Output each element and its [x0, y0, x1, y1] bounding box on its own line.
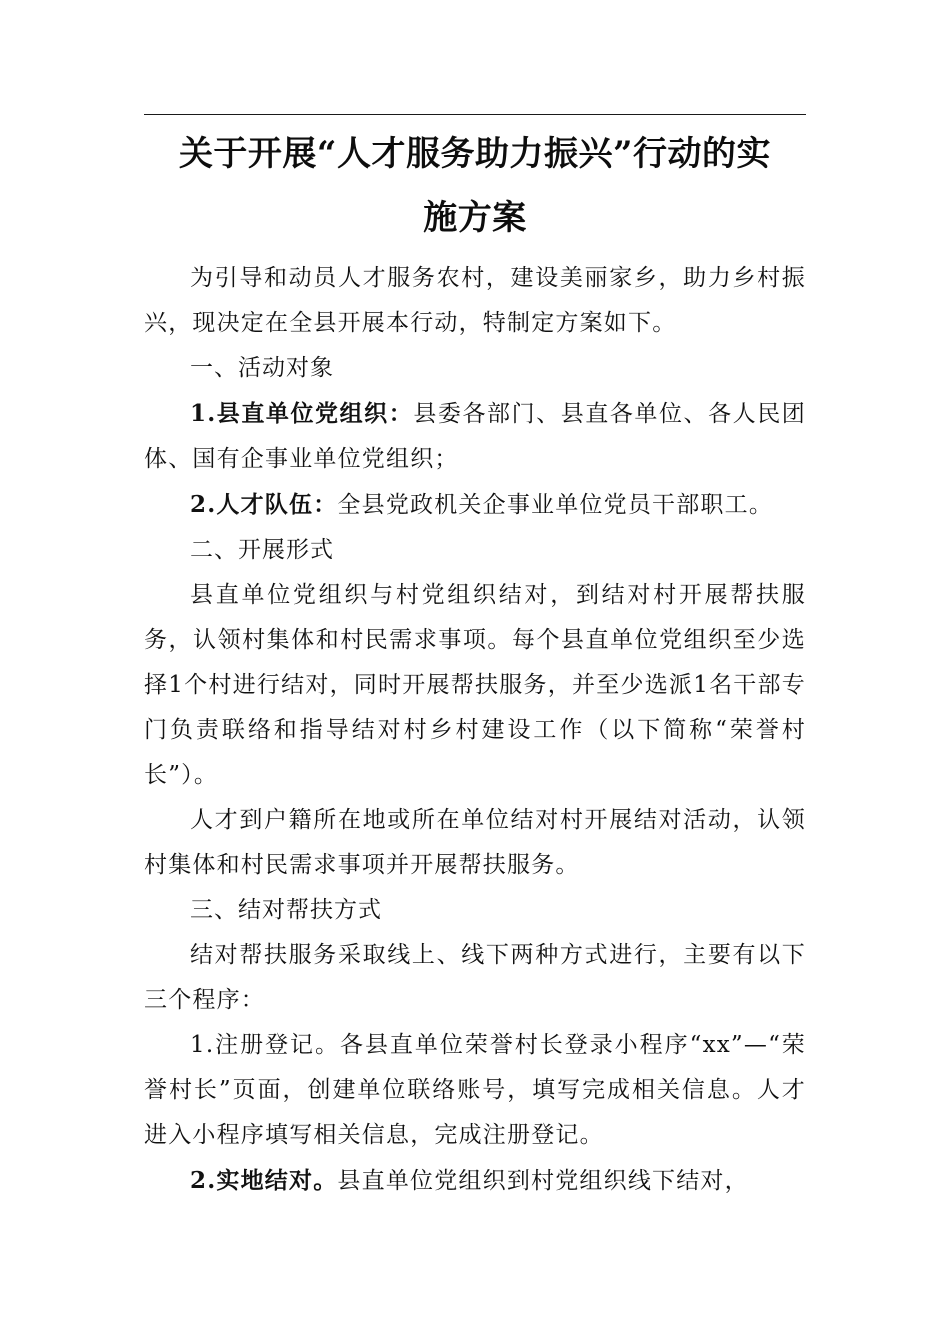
- header-rule: [144, 114, 806, 115]
- item-1-label: 1.县直单位党组织：: [190, 400, 414, 427]
- item-2-paragraph: [144, 482, 806, 528]
- step-1-paragraph: 1.注册登记。各县直单位荣誉村长登录小程序“xx”—“荣誉村长”页面，创建单位联络账号，填写完成相关信息。人才进入小程序填写相关信息，完成注册登记。: [144, 1032, 806, 1148]
- item-1-paragraph: [144, 391, 806, 482]
- section-1-heading: 一、活动对象: [190, 355, 334, 381]
- step-2-label: 2.实地结对。: [190, 1167, 338, 1194]
- section-2-paragraph-2: 人才到户籍所在地或所在单位结对村开展结对活动，认领村集体和村民需求事项并开展帮扶服务。: [144, 807, 806, 878]
- document-title: [144, 122, 806, 250]
- document-body: [144, 256, 806, 1204]
- intro-paragraph: 为引导和动员人才服务农村，建设美丽家乡，助力乡村振兴，现决定在全县开展本行动，特制定方案如下。: [144, 265, 806, 336]
- section-2-paragraph-1: 县直单位党组织与村党组织结对，到结对村开展帮扶服务，认领村集体和村民需求事项。每个县直单位党组织至少选择1个村进行结对，同时开展帮扶服务，并至少选派1名干部专门负责联络和指导结对村乡村建设工作（以下简称“荣誉村长”）。: [144, 582, 806, 788]
- section-3-intro: 结对帮扶服务采取线上、线下两种方式进行，主要有以下三个程序：: [144, 942, 806, 1013]
- item-1-text: 县委各部门、县直各单位、各人民团体、国有企事业单位党组织；: [144, 401, 807, 472]
- step-2-paragraph: [144, 1158, 806, 1204]
- step-2-text: 县直单位党组织到村党组织线下结对，: [337, 1168, 749, 1194]
- title-line-2: 施方案: [423, 198, 527, 238]
- item-2-label: 2.人才队伍：: [190, 491, 338, 518]
- section-2-heading: 二、开展形式: [190, 537, 334, 563]
- title-line-1: 关于开展“人才服务助力振兴”行动的实: [178, 134, 772, 174]
- section-3-heading: 三、结对帮扶方式: [190, 897, 382, 923]
- item-2-text: 全县党政机关企事业单位党员干部职工。: [337, 492, 774, 518]
